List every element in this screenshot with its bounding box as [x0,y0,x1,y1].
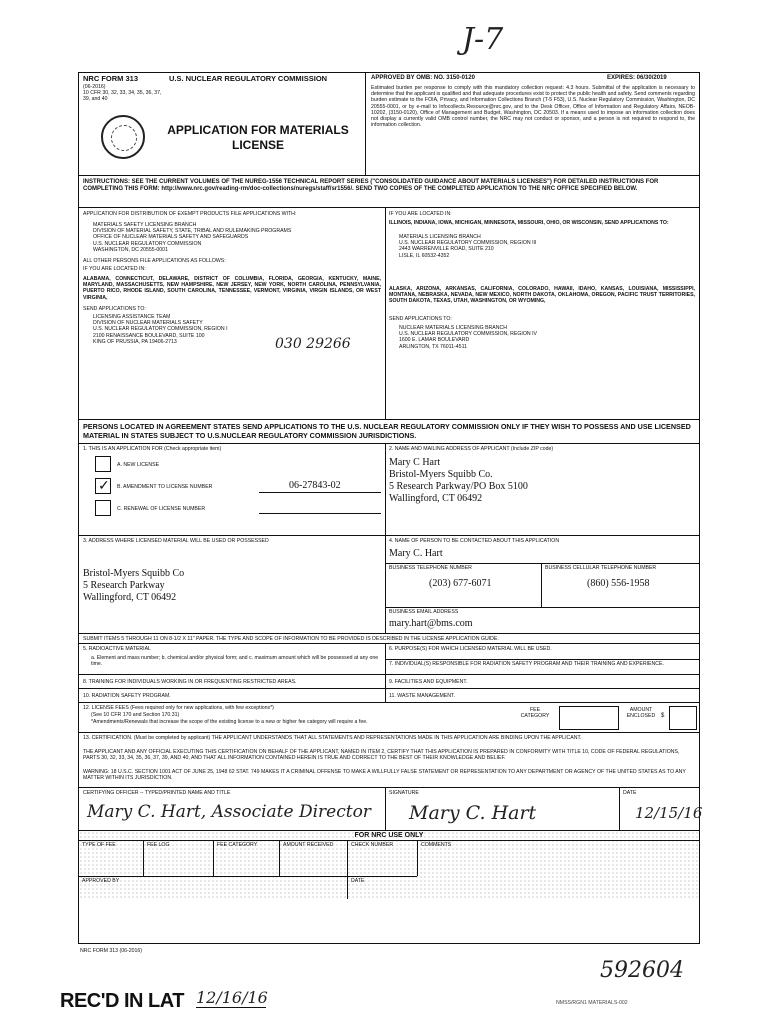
certification-text: THE APPLICANT AND ANY OFFICIAL EXECUTING THIS CERTIFICATION ON BEHALF OF THE APPLICANT, NAMED IN ITEM 2, CERTIFY THAT THIS APPLICATION IS PREPARED IN CONFORMITY WITH TITLE 10, CODE OF FEDERAL REGULATIONS, PARTS 30, 32, 33, 34, 35, 36, 37, 39, AND 40, AND THAT ALL INFORMATION CONTAINED HEREIN IS TRUE AND CORRECT TO THE BEST OF THEIR KNOWLEDGE AND BELIEF. [83,749,680,762]
item8-label: 8. TRAINING FOR INDIVIDUALS WORKING IN OR FREQUENTING RESTRICTED AREAS. [83,679,297,685]
item5-label: 5. RADIOACTIVE MATERIAL [83,646,151,652]
form-number: NRC FORM 313 [83,74,139,83]
region4-states: ALASKA, ARIZONA, ARKANSAS, CALIFORNIA, COLORADO, HAWAII, IDAHO, KANSAS, LOUISIANA, MISSISSIPPI, MONTANA, NEBRASKA, NEVADA, NEW MEXICO, NORTH DAKOTA, OKLAHOMA, OREGON, PACIFIC TRUST TERRITORIES, SOUTH DAKOTA, TEXAS, UTAH, WASHINGTON, OR WYOMING, [389,286,695,305]
item13-row [79,733,699,788]
business-phone[interactable]: (203) 677-6071 [429,578,492,589]
fee-category-label: FEE CATEGORY [520,707,550,720]
use-location-address[interactable]: Bristol-Myers Squibb Co 5 Research Parkway Wallingford, CT 06492 [83,568,185,603]
new-license-checkbox[interactable] [95,456,111,472]
item7-label: 7. INDIVIDUAL(S) RESPONSIBLE FOR RADIATION SAFETY PROGRAM AND THEIR TRAINING AND EXPERIENCE. [389,661,664,667]
items-10-11-row [79,689,699,703]
burden-statement: Estimated burden per response to comply with this mandatory collection request: 4.3 hours. Submittal of the application is necessary to determine that the applicant is qualified and that adequate procedures exist to protect the public health and safety. Send comments regarding burden estimate to the FOIA, Privacy, and Information Collections Branch (T-5 F53), U.S. Nuclear Regulatory Commission, Washington, DC 20555-0001, or by e-mail to Infocollects.Resource@nrc.gov, and to the Desk Officer, Office of Information and Regulatory Affairs, NEOB-10202, (3150-0120), Office of Management and Budget, Washington, DC 20503. If a means used to impose an information collection does not display a currently valid OMB control number, the NRC may not conduct or sponsor, and a person is not required to respond to, the information collection. [371,85,695,129]
item11-label: 11. WASTE MANAGEMENT. [389,693,456,699]
fee-category-field[interactable] [559,706,619,730]
cfr-refs: 10 CFR 30, 32, 33, 34, 35, 36, 37, 39, and 40 [83,90,162,103]
signature-label: SIGNATURE [389,790,419,796]
expiration-date: EXPIRES: 06/30/2019 [607,75,667,81]
agreement-states-note: PERSONS LOCATED IN AGREEMENT STATES SEND APPLICATIONS TO THE U.S. NUCLEAR REGULATORY COMMISSION ONLY IF THEY WISH TO POSSESS AND USE LICENSED MATERIAL IN STATES SUBJECT TO U.S.NUCLEAR REGULATORY COMMISSION JURISDICTIONS. [83,422,691,440]
region3-address: MATERIALS LICENSING BRANCH U.S. NUCLEAR REGULATORY COMMISSION, REGION III 2443 WARRENVILLE ROAD, SUITE 210 LISLE, IL 60532-4352 [399,234,537,259]
amount-enclosed-label: AMOUNT ENCLOSED [626,707,656,720]
signature-row [79,788,703,831]
checkmark-icon: ✓ [98,477,110,493]
left-if-located: IF YOU ARE LOCATED IN: [83,266,146,272]
col-amount-received: AMOUNT RECEIVED [283,842,334,848]
col-type-of-fee: TYPE OF FEE [82,842,116,848]
submit-note-row [79,634,699,644]
phone-label: BUSINESS TELEPHONE NUMBER [389,565,472,571]
form-reference: NRC FORM 313 (06-2016) [80,948,142,954]
renewal-checkbox[interactable] [95,500,111,516]
item5-detail: a. Element and mass number; b. chemical and/or physical form; and c. maximum amount which will be possessed at any one time. [91,655,379,668]
item12-note: *Amendments/Renewals that increase the scope of the existing license to a new or higher fee category will require a fee. [91,719,368,725]
left-send-to: SEND APPLICATIONS TO: [83,306,146,312]
received-stamp: REC'D IN LAT [60,990,184,1012]
approved-by-label: APPROVED BY [82,878,120,884]
item12-cfr: (See 10 CFR 170 and Section 170.31) [91,712,180,718]
amendment-checkbox[interactable] [95,478,111,494]
items-3-4-row [79,536,699,634]
submit-note: SUBMIT ITEMS 5 THROUGH 11 ON 8-1/2 X 11" PAPER. THE TYPE AND SCOPE OF INFORMATION TO BE PROVIDED IS DESCRIBED IN THE LICENSE APPLICATION GUIDE. [83,636,499,642]
docket-stamp: 030 29266 [275,336,351,352]
items-1-2-row [79,444,699,536]
officer-label: CERTIFYING OFFICER -- TYPED/PRINTED NAME AND TITLE [83,790,231,796]
officer-name-title[interactable]: Mary C. Hart, Associate Director [87,802,371,822]
form-header [79,73,699,176]
date-label: DATE [623,790,637,796]
region1-states: ALABAMA, CONNECTICUT, DELAWARE, DISTRICT OF COLUMBIA, FLORIDA, GEORGIA, KENTUCKY, MAINE, MARYLAND, MASSACHUSETTS, NEW HAMPSHIRE, NEW JERSEY, NEW YORK, NORTH CAROLINA, PENNSYLVANIA, PUERTO RICO, RHODE ISLAND, SOUTH CAROLINA, TENNESSEE, VERMONT, VIRGINIA, VIRGIN ISLANDS, OR WEST VIRGINIA, [83,276,381,301]
addresses-section [79,208,699,420]
cell-label: BUSINESS CELLULAR TELEPHONE NUMBER [545,565,657,571]
contact-name[interactable]: Mary C. Hart [389,548,443,559]
applicant-signature[interactable]: Mary C. Hart [409,802,537,824]
item6-label: 6. PURPOSE(S) FOR WHICH LICENSED MATERIAL WILL BE USED. [389,646,552,652]
item3-label: 3. ADDRESS WHERE LICENSED MATERIAL WILL BE USED OR POSSESSED [83,538,269,544]
items-8-9-row [79,675,699,689]
business-cell[interactable]: (860) 556-1958 [587,578,650,589]
email-label: BUSINESS EMAIL ADDRESS [389,609,459,615]
region4-address: NUCLEAR MATERIALS LICENSING BRANCH U.S. NUCLEAR REGULATORY COMMISSION, REGION IV 1600 E. LAMAR BOULEVARD ARLINGTON, TX 76011-4511 [399,325,537,350]
nrc-seal-icon [101,115,145,159]
amendment-license-number[interactable]: 06-27843-02 [289,480,341,491]
right-send-to: SEND APPLICATIONS TO: [389,316,452,322]
instructions-row [79,176,699,208]
right-if-located: IF YOU ARE LOCATED IN: [389,211,452,217]
applicant-address[interactable]: Mary C Hart Bristol-Myers Squibb Co. 5 Research Parkway/PO Box 5100 Wallingford, CT 06492 [389,457,528,504]
new-license-label: A. NEW LICENSE [117,462,160,468]
item2-label: 2. NAME AND MAILING ADDRESS OF APPLICANT (Include ZIP code) [389,446,554,452]
nrc-date-label: DATE [351,878,365,884]
item12-row [79,703,699,733]
business-email[interactable]: mary.hart@bms.com [389,618,473,629]
region1-address: LICENSING ASSISTANCE TEAM DIVISION OF NUCLEAR MATERIALS SAFETY U.S. NUCLEAR REGULATORY COMMISSION, REGION I 2100 RENAISSANCE BOULEVARD, SUITE 100 KING OF PRUSSIA, PA 19406-2713 [93,314,228,345]
amendment-label: B. AMENDMENT TO LICENSE NUMBER [117,484,213,490]
template-code: NMSS/RGN1 MATERIALS-002 [556,1000,628,1006]
agreement-states-row [79,420,699,444]
warning-text: WARNING: 18 U.S.C. SECTION 1001 ACT OF JUNE 25, 1948 62 STAT. 749 MAKES IT A CRIMINAL OFFENSE TO MAKE A WILLFULLY FALSE STATEMENT OR REPRESENTATION TO ANY DEPARTMENT OR AGENCY OF THE UNITED STATES AS TO ANY MATTER WITHIN ITS JURISDICTION. [83,769,686,782]
nrc-form-313 [78,72,703,944]
nrc-use-section [79,831,699,899]
omb-approval: APPROVED BY OMB: NO. 3150-0120 [371,75,475,81]
nrc-use-title: FOR NRC USE ONLY [354,832,424,839]
renewal-label: C. RENEWAL OF LICENSE NUMBER [117,506,206,512]
col-fee-log: FEE LOG [147,842,170,848]
agency-name: U.S. NUCLEAR REGULATORY COMMISSION [169,74,328,83]
item4-label: 4. NAME OF PERSON TO BE CONTACTED ABOUT THIS APPLICATION [389,538,560,544]
col-comments: COMMENTS [421,842,452,848]
item12-label: 12. LICENSE FEES (Fees required only for new applications, with few exceptions*) [83,705,274,711]
item9-label: 9. FACILITIES AND EQUIPMENT. [389,679,468,685]
form-title: APPLICATION FOR MATERIALS LICENSE [167,123,349,152]
item1-label: 1. THIS IS AN APPLICATION FOR (Check appropriate item) [83,446,222,452]
received-date: 12/16/16 [196,988,268,1007]
all-other-persons: ALL OTHER PERSONS FILE APPLICATIONS AS FOLLOWS: [83,258,226,264]
exempt-products-heading: APPLICATION FOR DISTRIBUTION OF EXEMPT PRODUCTS FILE APPLICATIONS WITH: [83,211,297,217]
exempt-address: MATERIALS SAFETY LICENSING BRANCH DIVISION OF MATERIAL SAFETY, STATE, TRIBAL AND RULEMAKING PROGRAMS OFFICE OF NUCLEAR MATERIALS SAFETY AND SAFEGUARDS U.S. NUCLEAR REGULATORY COMMISSION WASHINGTON, DC 20555-0001 [93,222,292,253]
region3-states: ILLINOIS, INDIANA, IOWA, MICHIGAN, MINNESOTA, MISSOURI, OHIO, OR WISCONSIN, SEND APPLICATIONS TO: [389,220,669,226]
item13-label: 13. CERTIFICATION. (Must be completed by applicant) THE APPLICANT UNDERSTANDS THAT ALL STATEMENTS AND REPRESENTATIONS MADE IN THIS APPLICATION ARE BINDING UPON THE APPLICANT. [83,735,582,741]
item10-label: 10. RADIATION SAFETY PROGRAM. [83,693,171,699]
top-handwritten-mark: J-7 [462,22,504,57]
form-date: (06-2016) [83,84,106,90]
signature-date[interactable]: 12/15/16 [635,804,703,822]
amount-enclosed-field[interactable] [669,706,697,730]
dollar-sign: $ [661,713,665,719]
col-fee-category: FEE CATEGORY [217,842,258,848]
instructions: INSTRUCTIONS: SEE THE CURRENT VOLUMES OF THE NUREG-1556 TECHNICAL REPORT SERIES ("CONSOLIDATED GUIDANCE ABOUT MATERIALS LICENSES") FOR DETAILED INSTRUCTIONS FOR COMPLETING THIS FORM: http://www.nrc.gov/reading-rm/doc-collections/nuregs/staff/sr1556/. SEND TWO COPIES OF THE COMPLETED APPLICATION TO THE NRC OFFICE SPECIFIED BELOW. [83,179,659,192]
col-check-number: CHECK NUMBER [351,842,394,848]
handwritten-number: 592604 [600,958,684,983]
